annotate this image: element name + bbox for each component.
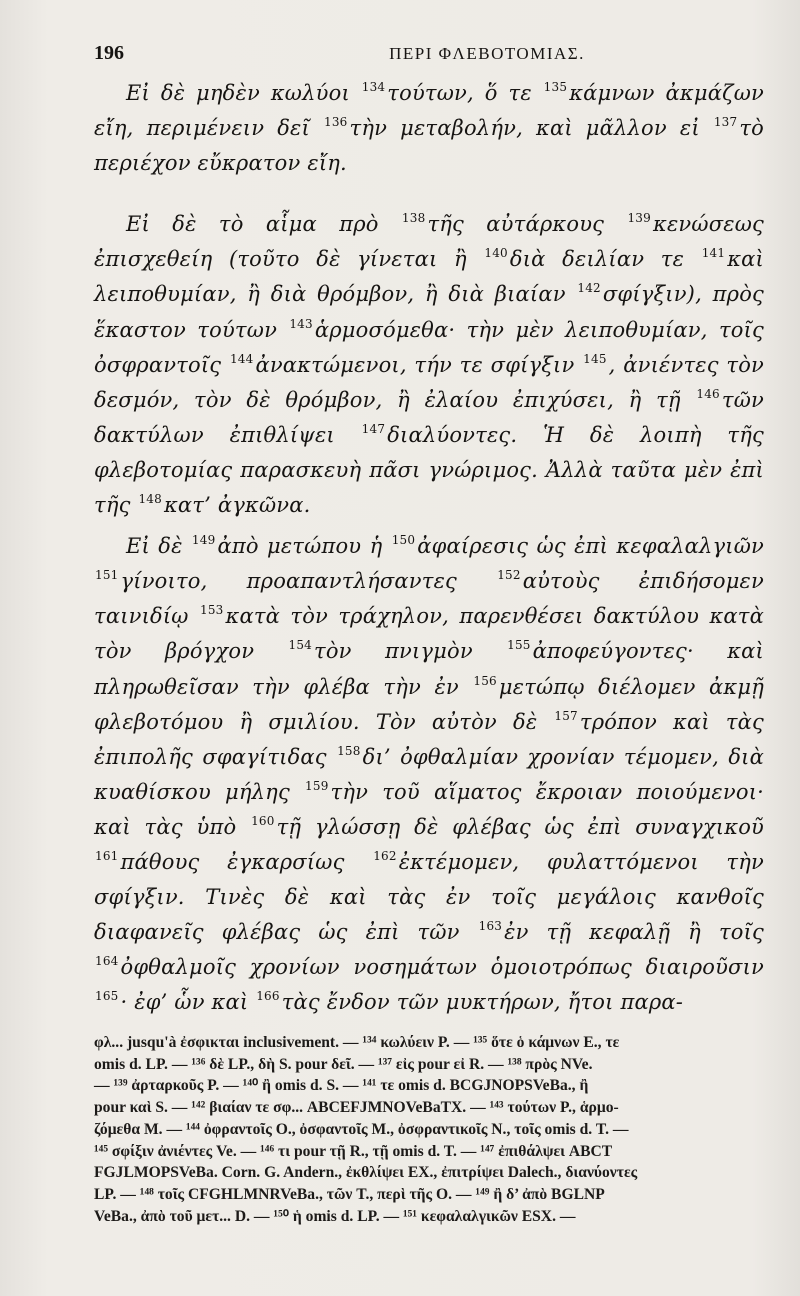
text-run: ἀπὸ μετώπου ἡ bbox=[217, 534, 391, 559]
footnote-ref: 144 bbox=[229, 351, 254, 366]
running-title: ΠΕΡΙ ΦΛΕΒΟΤΟΜΙΑΣ. bbox=[389, 44, 585, 63]
text-run: ἐν τῇ κεφαλῇ ἢ τοῖς bbox=[504, 920, 765, 945]
footnotes bbox=[94, 1032, 764, 1227]
text-run: μετώπῳ διέλομεν ἀκμῇ φλεβοτόμου ἢ σμιλίου. Τὸν αὐτὸν δὲ bbox=[94, 674, 764, 734]
text-run: τῇ γλώσσῃ δὲ φλέβας ὡς ἐπὶ συναγχικοῦ bbox=[276, 814, 765, 839]
footnote-ref: 137 bbox=[713, 115, 738, 130]
text-run: ἀποφεύγοντες· καὶ πληρωθεῖσαν τὴν φλέβα τὴν ἐν bbox=[94, 639, 764, 699]
footnote-line: FGJLMOPSVeBa. Corn. G. Andern., ἐκθλίψει EX., ἐπιτρίψει Dalech., διανύοντες bbox=[94, 1164, 638, 1182]
text-run: κενώσεως ἐπισχεθείη (τοῦτο δὲ γίνεται ἢ bbox=[94, 212, 764, 272]
footnote-ref: 145 bbox=[583, 351, 607, 366]
footnote-ref: 136 bbox=[324, 115, 348, 130]
page-number: 196 bbox=[94, 42, 124, 64]
text-run: Εἰ δὲ bbox=[126, 534, 191, 559]
main-text bbox=[94, 76, 764, 1020]
footnote-ref: 162 bbox=[373, 848, 397, 863]
text-run: ἐκτέμομεν, φυλαττόμενοι τὴν σφίγξιν. Τινὲς δὲ καὶ τὰς ἐν τοῖς μεγάλοις κανθοῖς διαφανεῖς φλέβας ὡς ἐπὶ τῶν bbox=[94, 849, 764, 945]
text-run: διαλύοντες. Ἡ δὲ λοιπὴ τῆς φλεβοτομίας παρασκευὴ πᾶσι γνώριμος. Ἀλλὰ ταῦτα μὲν ἐπὶ τῆς bbox=[94, 422, 764, 518]
footnote-ref: 160 bbox=[251, 813, 275, 828]
footnote-line: ζόμεθα M. — ¹⁴⁴ ὀφραντοῖς O., ὀσφαντοῖς M., ὀσφραντικοῖς N., τοῖς omis d. T. — bbox=[94, 1120, 629, 1138]
footnote-line: pour καὶ S. — ¹⁴² βιαίαν τε σφ... ABCEFJMNOVeBaTX. — ¹⁴³ τούτων P., ἁρμο- bbox=[94, 1099, 619, 1117]
text-run: σφίγξιν), πρὸς ἕκαστον τούτων bbox=[94, 282, 764, 342]
footnote-ref: 164 bbox=[95, 954, 119, 969]
footnote-ref: 138 bbox=[401, 211, 426, 226]
footnote-ref: 166 bbox=[256, 989, 280, 1004]
paragraph-1 bbox=[94, 76, 764, 181]
footnote-ref: 149 bbox=[191, 533, 216, 548]
footnote-ref: 140 bbox=[484, 246, 508, 261]
text-run: αὐτοὺς ἐπιδήσομεν ταινιδίῳ bbox=[94, 569, 764, 629]
footnote-ref: 156 bbox=[473, 673, 497, 688]
footnote-ref: 146 bbox=[696, 386, 720, 401]
text-run: τῆς αὐτάρκους bbox=[427, 212, 627, 237]
footnote-ref: 163 bbox=[478, 919, 503, 934]
paragraph-2 bbox=[94, 207, 764, 523]
text-run: τὴν μεταβολήν, καὶ μᾶλλον εἰ bbox=[349, 116, 713, 141]
footnote-ref: 134 bbox=[361, 80, 386, 94]
text-run: Εἰ δὲ μηδὲν κωλύοι bbox=[126, 81, 361, 105]
footnote-ref: 155 bbox=[507, 638, 531, 653]
footnote-ref: 135 bbox=[543, 80, 568, 94]
text-run: τούτων, ὅ τε bbox=[387, 81, 543, 105]
footnote-line: — ¹³⁹ ἀρταρκοῦς P. — ¹⁴⁰ ἢ omis d. S. — ¹⁴¹ τε omis d. BCGJNOPSVeBa., ἢ bbox=[94, 1077, 589, 1095]
footnote-line: φλ... jusqu'à ἐσφικται inclusivement. — ¹³⁴ κωλύειν P. — ¹³⁵ ὅτε ὁ κάμνων E., τε bbox=[94, 1034, 620, 1051]
text-run: ἀνακτώμενοι, τήν τε σφίγξιν bbox=[255, 352, 583, 377]
text-run: ὀφθαλμοῖς χρονίων νοσημάτων ὁμοιοτρόπως διαιροῦσιν bbox=[120, 955, 764, 980]
footnote-line: LP. — ¹⁴⁸ τοῖς CFGHLMNRVeBa., τῶν T., περὶ τῆς O. — ¹⁴⁹ ἢ δ’ ἀπὸ BGLNP bbox=[94, 1185, 605, 1203]
text-run: καὶ λειποθυμίαν, ἢ διὰ θρόμβον, ἢ διὰ βιαίαν bbox=[94, 247, 764, 307]
footnote-ref: 154 bbox=[288, 638, 313, 653]
text-run: γίνοιτο, προαπαντλήσαντες bbox=[120, 569, 497, 594]
text-run: κάμνων ἀκμάζων εἴη, περιμένειν δεῖ bbox=[94, 81, 764, 141]
text-run: τὴν τοῦ αἵματος ἔκροιαν ποιούμενοι· καὶ τὰς ὑπὸ bbox=[94, 779, 764, 839]
footnote-ref: 165 bbox=[95, 989, 119, 1004]
footnote-ref: 139 bbox=[627, 211, 651, 226]
text-run: τὸν πνιγμὸν bbox=[314, 639, 507, 664]
text-run: τρόπον καὶ τὰς ἐπιπολῆς σφαγίτιδας bbox=[94, 709, 765, 769]
text-run: τὸ περιέχον εὔκρατον εἴη. bbox=[94, 116, 764, 176]
text-run: Εἰ δὲ τὸ αἷμα πρὸ bbox=[126, 212, 401, 237]
footnote-ref: 143 bbox=[289, 316, 313, 331]
footnote-ref: 152 bbox=[497, 568, 521, 583]
footnote-line: ¹⁴⁵ σφίξιν ἀνιέντες Ve. — ¹⁴⁶ τι pour τῇ R., τῇ omis d. T. — ¹⁴⁷ ἐπιθάλψει ABCT bbox=[94, 1142, 613, 1160]
text-run: πάθους ἐγκαρσίως bbox=[120, 849, 373, 874]
footnote-ref: 161 bbox=[95, 848, 119, 863]
footnote-ref: 157 bbox=[554, 708, 578, 723]
footnote-ref: 158 bbox=[337, 743, 361, 758]
text-run: τὰς ἔνδον τῶν μυκτήρων, ἤτοι παρα- bbox=[281, 990, 684, 1015]
text-run: κατὰ τὸν τράχηλον, παρενθέσει δακτύλου κατὰ τὸν βρόγχον bbox=[94, 604, 764, 664]
text-run: ἀφαίρεσις ὡς ἐπὶ κεφαλαλγιῶν bbox=[417, 534, 765, 559]
text-run: , ἀνιέντες τὸν δεσμόν, τὸν δὲ θρόμβον, ἢ ἐλαίου ἐπιχύσει, ἢ τῇ bbox=[94, 352, 765, 412]
footnote-ref: 148 bbox=[138, 492, 162, 507]
footnote-line: VeBa., ἀπὸ τοῦ μετ... D. — ¹⁵⁰ ἡ omis d. LP. — ¹⁵¹ κεφαλαλγικῶν ESX. — bbox=[94, 1207, 576, 1225]
footnote-ref: 150 bbox=[391, 533, 416, 548]
footnote-ref: 147 bbox=[361, 421, 386, 436]
footnote-ref: 151 bbox=[95, 568, 119, 583]
footnote-ref: 142 bbox=[577, 281, 601, 296]
text-run: · ἐφ’ ὧν καὶ bbox=[120, 990, 256, 1015]
text-run: κατ’ ἀγκῶνα. bbox=[163, 493, 311, 518]
footnote-ref: 159 bbox=[305, 778, 329, 793]
text-run: διὰ δειλίαν τε bbox=[509, 247, 701, 272]
text-run: ἁρμοσόμεθα· τὴν μὲν λειποθυμίαν, τοῖς ὀσφραντοῖς bbox=[94, 317, 764, 377]
text-run: δι’ ὀφθαλμίαν χρονίαν τέμομεν, διὰ κυαθίσκου μήλης bbox=[94, 744, 764, 804]
footnote-ref: 141 bbox=[701, 246, 726, 261]
running-head bbox=[94, 42, 760, 68]
text-run: τῶν δακτύλων ἐπιθλίψει bbox=[94, 387, 764, 447]
paragraph-3 bbox=[94, 529, 764, 1020]
footnote-line: omis d. LP. — ¹³⁶ δὲ LP., δὴ S. pour δεῖ. — ¹³⁷ εἰς pour εἰ R. — ¹³⁸ πρὸς NVe. bbox=[94, 1055, 593, 1073]
footnote-ref: 153 bbox=[199, 603, 224, 618]
